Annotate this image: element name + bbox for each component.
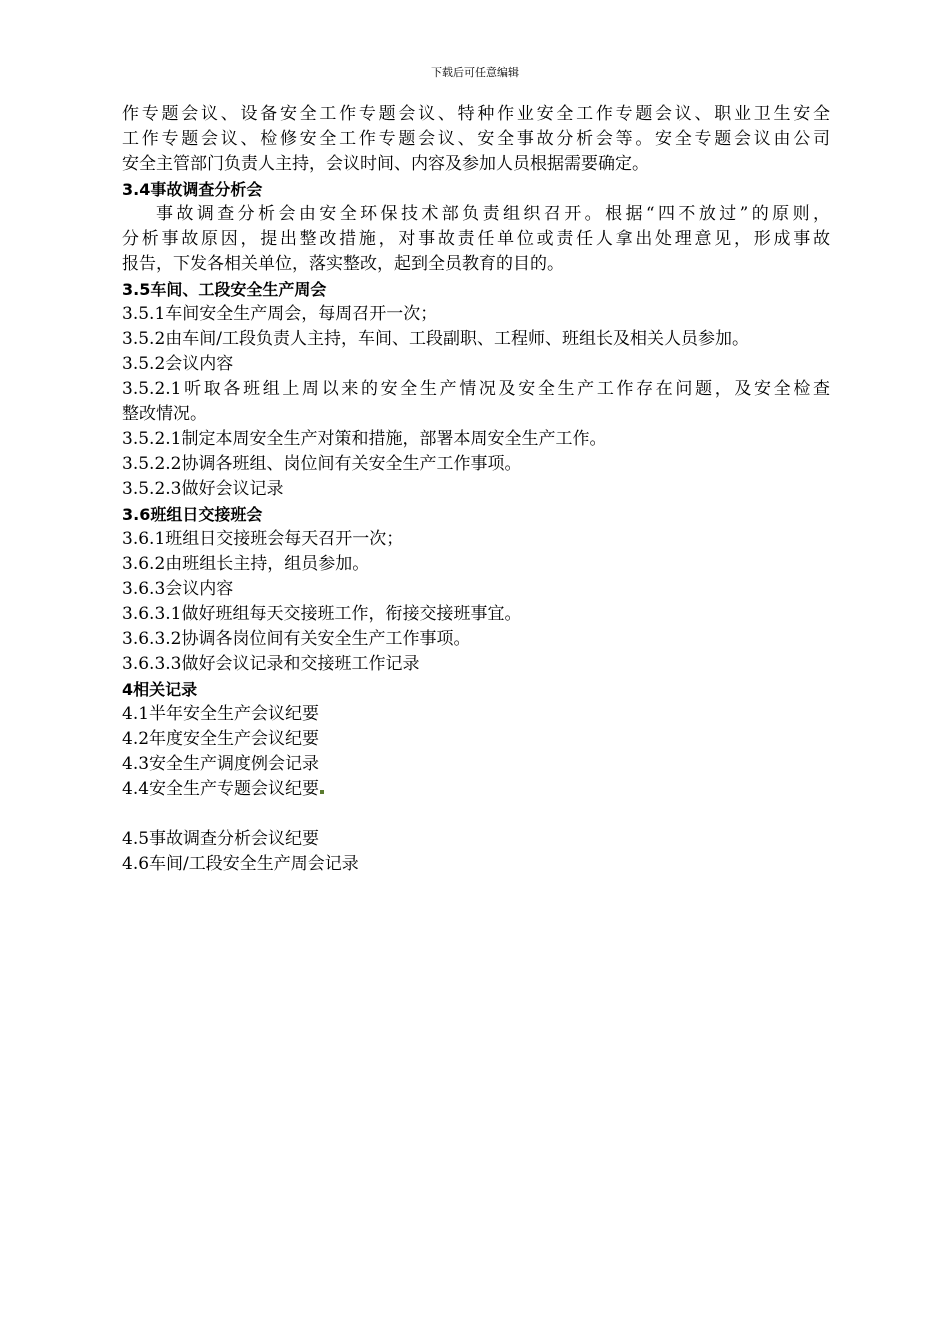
paragraph-line: 报告，下发各相关单位，落实整改，起到全员教育的目的。 [122, 254, 564, 274]
section-heading-3-4: 3.4事故调查分析会 [122, 180, 263, 199]
list-item: 3.5.2.1听取各班组上周以来的安全生产情况及安全生产工作存在问题，及安全检查 [122, 379, 830, 399]
blank-line [122, 802, 830, 827]
list-item: 3.5.2会议内容 [122, 354, 234, 374]
section-heading-3-6: 3.6班组日交接班会 [122, 505, 263, 524]
paragraph-line: 安全主管部门负责人主持，会议时间、内容及参加人员根据需要确定。 [122, 154, 649, 174]
list-item: 3.6.3.1做好班组每天交接班工作，衔接交接班事宜。 [122, 604, 522, 624]
list-item: 3.6.1班组日交接班会每天召开一次； [122, 529, 404, 549]
paragraph-line: 事故调查分析会由安全环保技术部负责组织召开。根据“四不放过”的原则， [156, 204, 830, 224]
list-item: 4.1半年安全生产会议纪要 [122, 704, 320, 724]
list-item: 4.6车间/工段安全生产周会记录 [122, 854, 359, 874]
list-item: 3.5.2.2协调各班组、岗位间有关安全生产工作事项。 [122, 454, 522, 474]
list-item: 3.5.2.3做好会议记录 [122, 479, 284, 499]
section-heading-3-5: 3.5车间、工段安全生产周会 [122, 280, 327, 299]
list-item: 4.3安全生产调度例会记录 [122, 754, 320, 774]
paragraph-line: 工作专题会议、检修安全工作专题会议、安全事故分析会等。安全专题会议由公司 [122, 129, 830, 149]
list-item: 整改情况。 [122, 404, 207, 424]
list-item: 3.5.1车间安全生产周会，每周召开一次； [122, 304, 438, 324]
document-body [122, 102, 830, 877]
list-item: 3.5.2由车间/工段负责人主持，车间、工段副职、工程师、班组长及相关人员参加。 [122, 329, 749, 349]
list-item: 3.5.2.1制定本周安全生产对策和措施，部署本周安全生产工作。 [122, 429, 607, 449]
paragraph-line: 分析事故原因，提出整改措施，对事故责任单位或责任人拿出处理意见，形成事故 [122, 229, 830, 249]
section-heading-4: 4相关记录 [122, 680, 198, 699]
list-item: 3.6.3.3做好会议记录和交接班工作记录 [122, 654, 420, 674]
page-header: 下载后可任意编辑 [431, 66, 519, 79]
paragraph-mark-icon [320, 790, 324, 794]
list-item: 4.2年度安全生产会议纪要 [122, 729, 320, 749]
list-item: 4.5事故调查分析会议纪要 [122, 829, 320, 849]
paragraph-line: 作专题会议、设备安全工作专题会议、特种作业安全工作专题会议、职业卫生安全 [122, 104, 830, 124]
list-item: 3.6.3.2协调各岗位间有关安全生产工作事项。 [122, 629, 471, 649]
list-item: 3.6.3会议内容 [122, 579, 234, 599]
list-item-text: 4.4安全生产专题会议纪要 [122, 779, 320, 799]
list-item: 3.6.2由班组长主持，组员参加。 [122, 554, 370, 574]
list-item-with-marker [122, 777, 830, 802]
